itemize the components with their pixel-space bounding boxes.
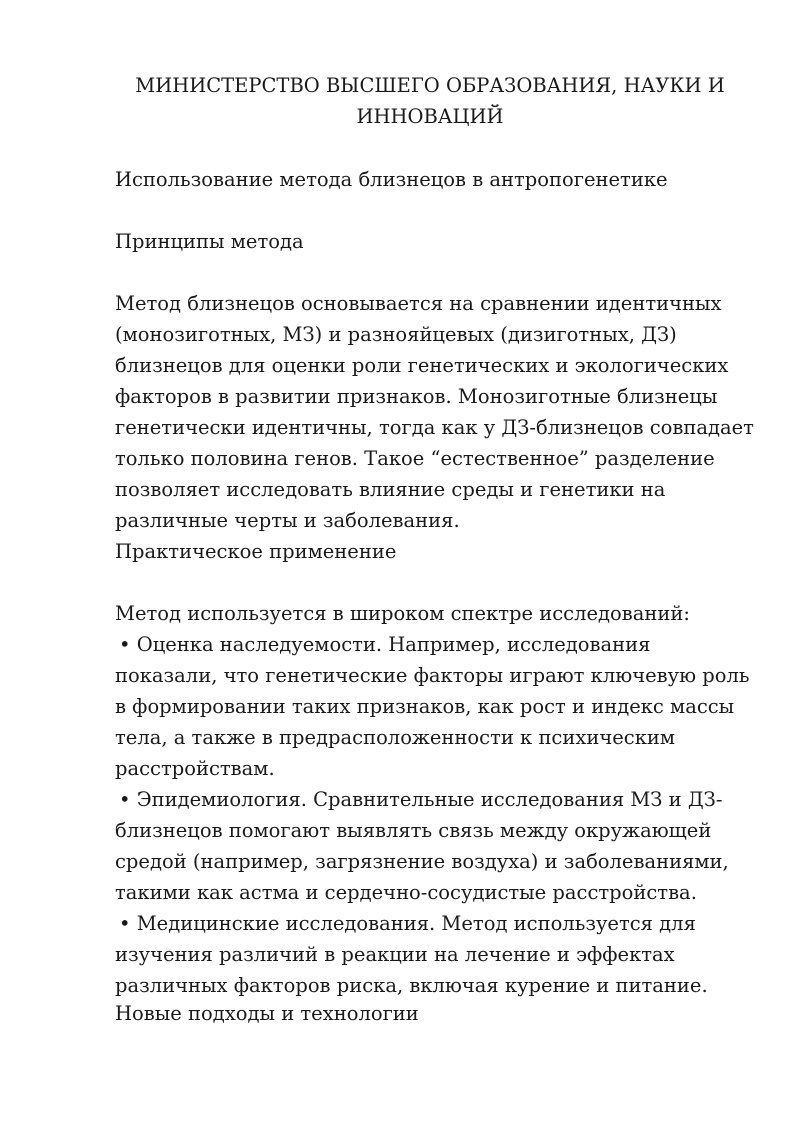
document-title: МИНИСТЕРСТВО ВЫСШЕГО ОБРАЗОВАНИЯ, НАУКИ И ИННОВАЦИЙ bbox=[135, 74, 725, 128]
application-intro: Метод используется в широком спектре исследований: bbox=[115, 602, 690, 625]
list-item bbox=[115, 908, 755, 1001]
list-item-text: Медицинские исследования. Метод используется для изучения различий в реакции на лечение и эффектах различных факторов риска, включая курение и питание. bbox=[115, 912, 708, 997]
section-heading-principles: Принципы метода bbox=[115, 230, 304, 253]
list-item-text: Эпидемиология. Сравнительные исследования МЗ и ДЗ-близнецов помогают выявлять связь между окружающей средой (например, загрязнение воздуха) и заболеваниями, такими как астма и сердечно-сосудистые расстройства. bbox=[115, 788, 729, 904]
document-subtitle: Использование метода близнецов в антропогенетике bbox=[115, 168, 668, 191]
section-heading-application: Практическое применение bbox=[115, 540, 397, 563]
section-paragraph-principles: Метод близнецов основывается на сравнении идентичных (монозиготных, МЗ) и разнояйцевых (дизиготных, ДЗ) близнецов для оценки роли генетических и экологических факторов в развитии признаков. Монозиготные близнецы генетически идентичны, тогда как у ДЗ-близнецов совпадает только половина генов. Такое “естественное” разделение позволяет исследовать влияние среды и генетики на различные черты и заболевания. bbox=[115, 292, 754, 532]
list-item bbox=[115, 629, 755, 784]
bullet-icon: • bbox=[119, 633, 131, 656]
section-heading-new-approaches: Новые подходы и технологии bbox=[115, 1002, 419, 1025]
application-list bbox=[115, 629, 755, 1001]
bullet-icon: • bbox=[119, 788, 131, 811]
list-item bbox=[115, 784, 755, 908]
bullet-icon: • bbox=[119, 912, 131, 935]
application-section-body bbox=[115, 598, 755, 1001]
list-item-text: Оценка наследуемости. Например, исследования показали, что генетические факторы играют ключевую роль в формировании таких признаков, как рост и индекс массы тела, а также в предрасположенности к психическим расстройствам. bbox=[115, 633, 750, 780]
